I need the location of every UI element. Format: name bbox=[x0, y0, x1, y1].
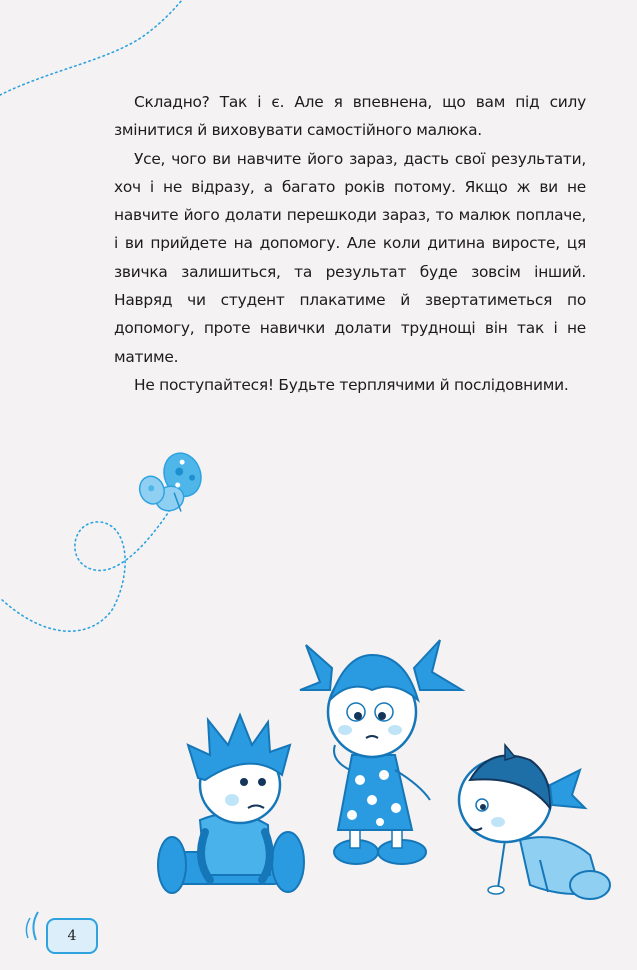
boy-sitting bbox=[158, 715, 304, 893]
paragraph-3: Не поступайтеся! Будьте терплячими й послідовними. bbox=[134, 375, 569, 394]
paragraph-2: Усе, чого ви навчите його зараз, дасть свої результати, хоч і не відразу, а багато років потому. Якщо ж ви не навчите його долати перешкоди зараз, то малюк поплаче, і ви прийдете на допомогу. Але коли дитина виросте, ця звичка залишиться, та результат буде зовсім інший. Навряд чи студент плакатиме й звертатиметься по допомогу, проте навички долати труднощі він так і не матиме. bbox=[114, 149, 586, 366]
paragraph-1: Складно? Так і є. Але я впевнена, що вам під силу змінитися й виховувати самостійного малюка. bbox=[114, 93, 586, 140]
page-number: 4 bbox=[46, 918, 98, 954]
badge-squiggle bbox=[33, 912, 38, 940]
dotted-path-top bbox=[0, 0, 182, 95]
dotted-path-butterfly bbox=[0, 510, 170, 631]
baby-crawling bbox=[459, 745, 610, 899]
butterfly-icon bbox=[132, 448, 211, 523]
girl-standing bbox=[300, 640, 462, 864]
